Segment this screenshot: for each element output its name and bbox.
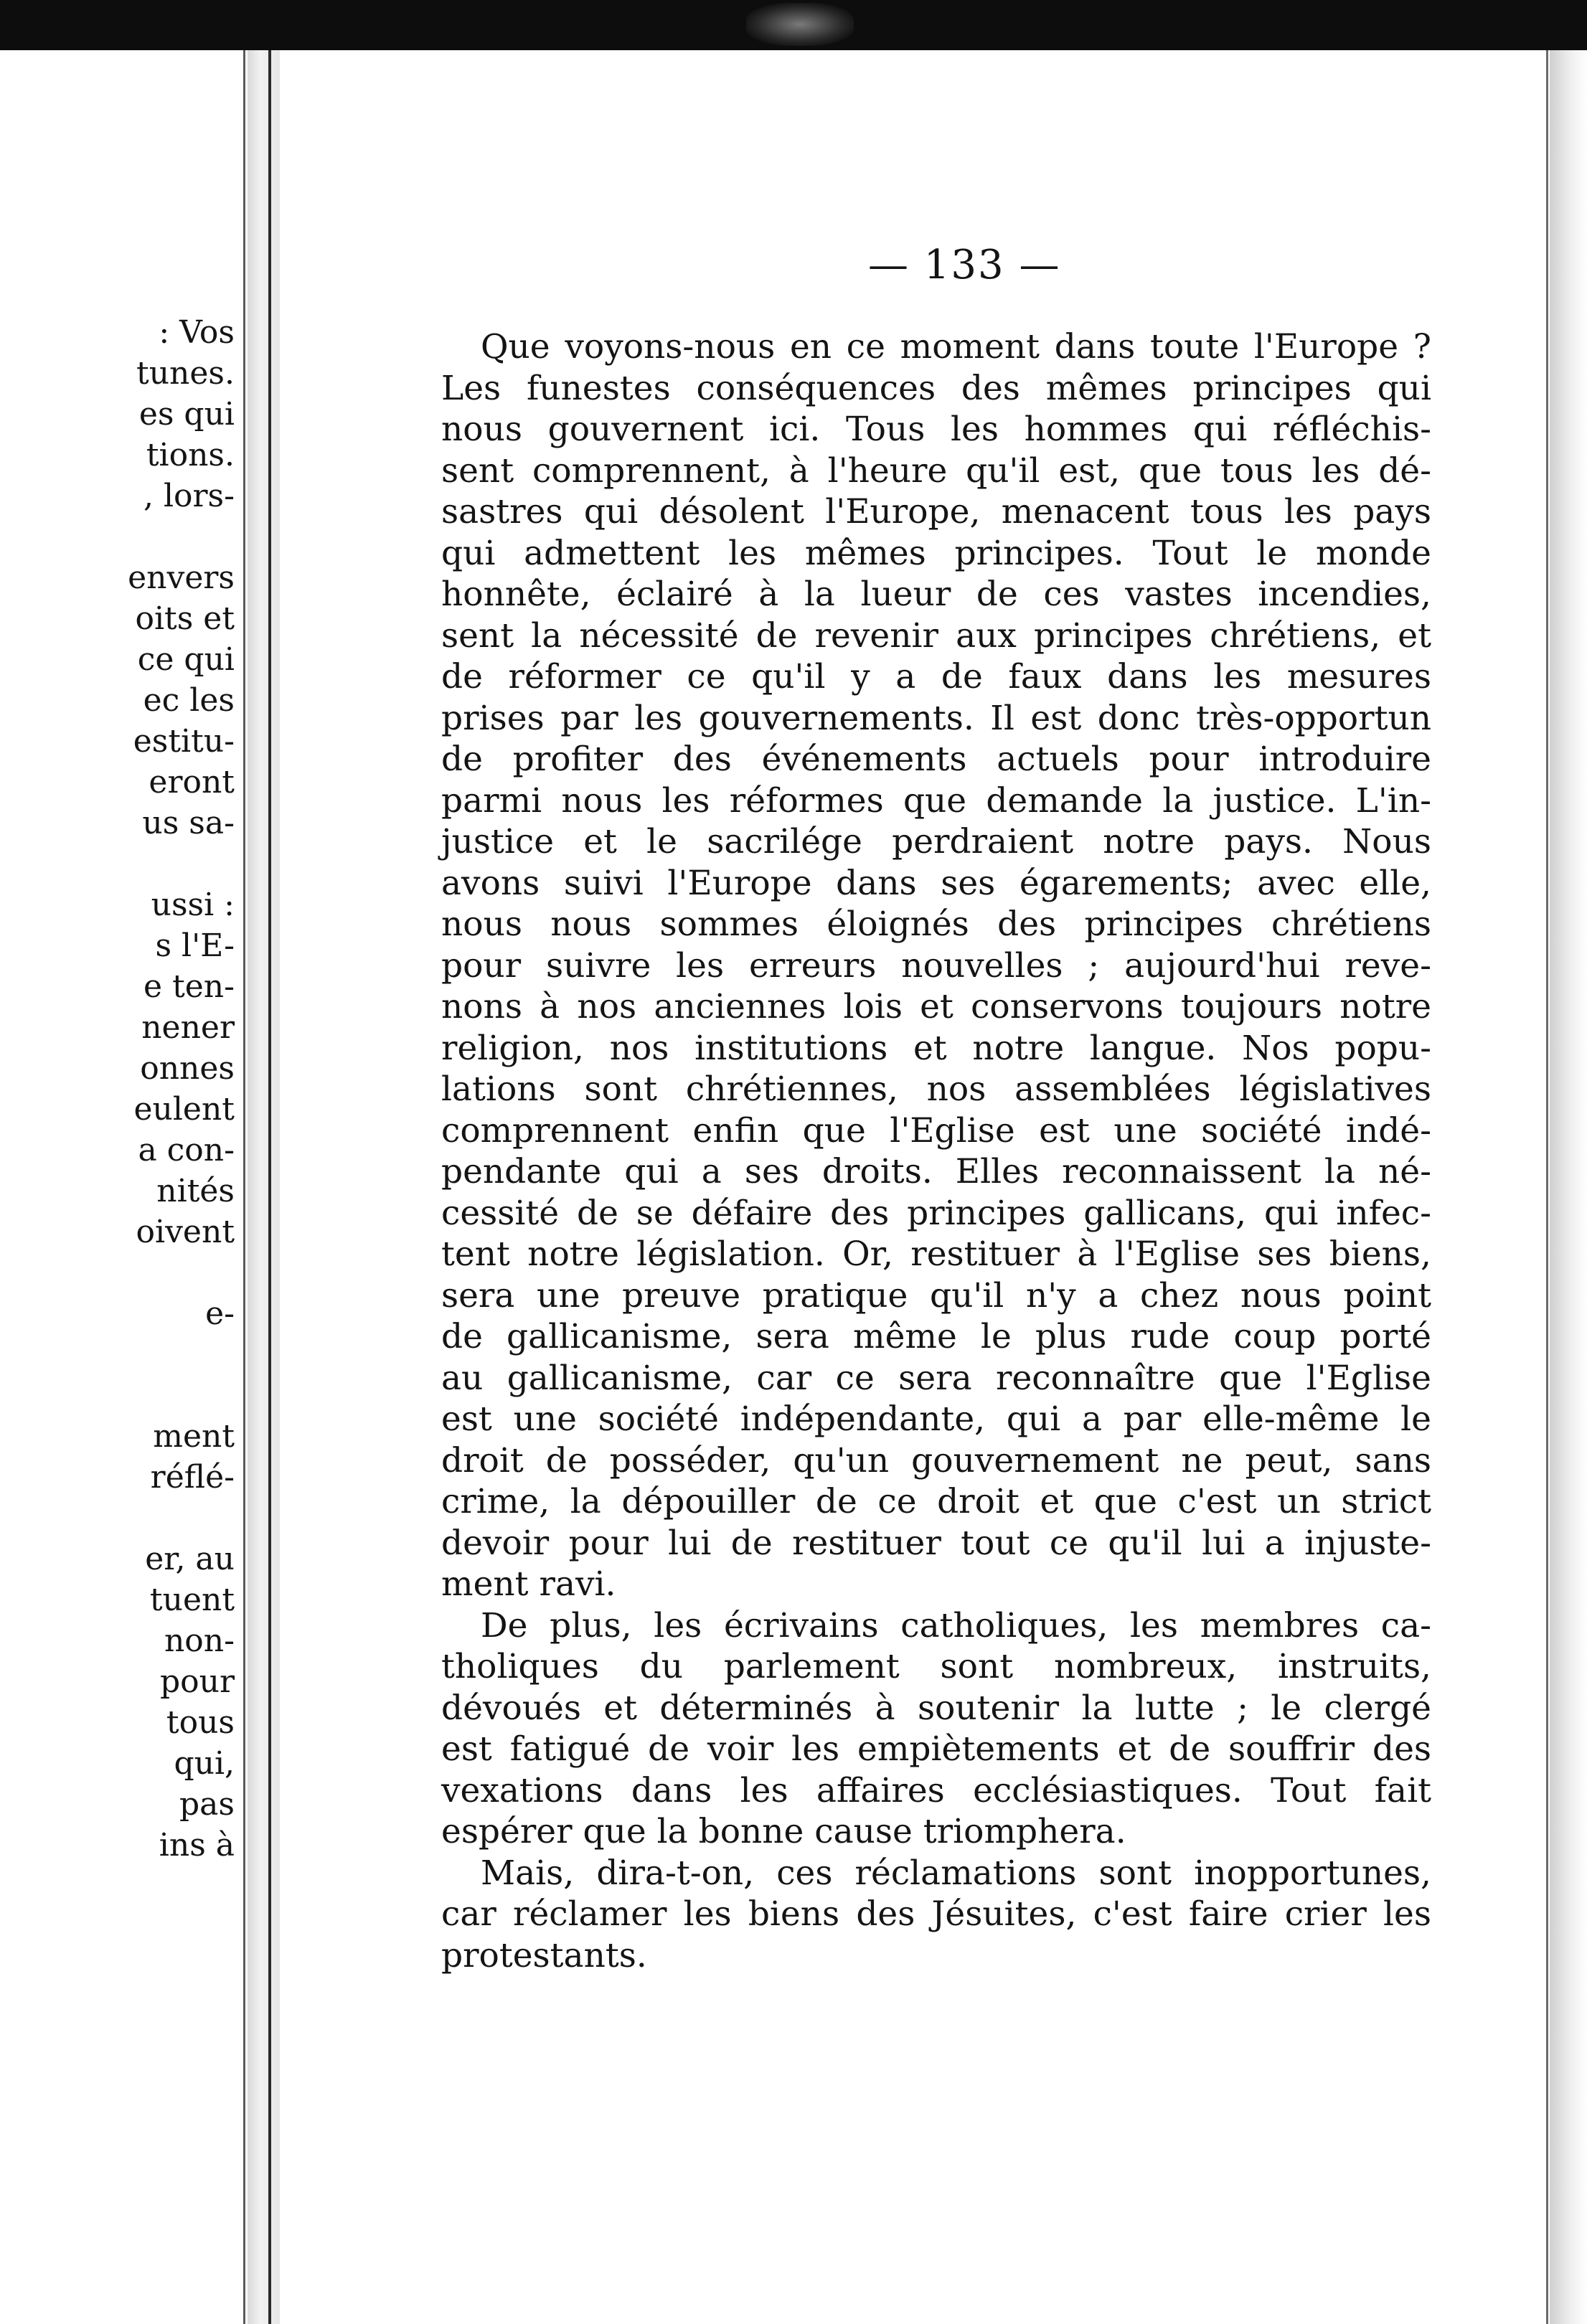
text-line: crime, la dépouiller de ce droit et que c'est un strict <box>441 1482 1431 1521</box>
left-page-line: non- <box>164 1622 235 1659</box>
left-page-line: tions. <box>146 437 235 473</box>
left-page-line <box>5 1375 235 1416</box>
left-page-line: tous <box>166 1704 235 1741</box>
left-page-line: tunes. <box>136 355 235 392</box>
left-page-line <box>5 1252 235 1293</box>
left-page-line: s l'E- <box>155 927 235 964</box>
text-line: prises par les gouvernements. Il est donc très-opportun <box>441 698 1431 738</box>
left-page-line: ussi : <box>151 887 235 923</box>
text-line: devoir pour lui de restituer tout ce qu'il lui a injuste- <box>441 1523 1431 1563</box>
left-page-text <box>5 312 235 1866</box>
text-line: de profiter des événements actuels pour introduire <box>441 740 1431 779</box>
gutter-fold <box>248 50 280 2324</box>
gutter-line <box>268 50 271 2324</box>
text-line: Que voyons-nous en ce moment dans toute l'Europe ? <box>481 327 1431 367</box>
page-number: — 133 — <box>868 242 1061 288</box>
text-line: Mais, dira-t-on, ces réclamations sont inopportunes, <box>481 1853 1431 1893</box>
text-line: droit de posséder, qu'un gouvernement ne peut, sans <box>441 1440 1431 1480</box>
text-line: vexations dans les affaires ecclésiastiques. Tout fait <box>441 1770 1431 1810</box>
scan-clip-mark <box>746 3 854 46</box>
text-line: protestants. <box>441 1935 647 1975</box>
text-line: de gallicanisme, sera même le plus rude coup porté <box>441 1317 1431 1356</box>
right-page-edge <box>1546 50 1548 2324</box>
left-page-line: onnes <box>140 1050 235 1087</box>
text-line: avons suivi l'Europe dans ses égarements; avec elle, <box>441 863 1431 903</box>
text-line: qui admettent les mêmes principes. Tout le monde <box>441 533 1431 573</box>
text-line: de réformer ce qu'il y a de faux dans les mesures <box>441 657 1431 696</box>
left-page-line: e- <box>205 1295 235 1332</box>
left-page-line: a con- <box>138 1132 235 1168</box>
left-page-line: : Vos <box>159 314 235 351</box>
text-line: ment ravi. <box>441 1564 616 1604</box>
text-line: De plus, les écrivains catholiques, les membres ca- <box>481 1605 1431 1645</box>
text-line: comprennent enfin que l'Eglise est une société indé- <box>441 1110 1431 1151</box>
text-line: car réclamer les biens des Jésuites, c'est faire crier les <box>441 1894 1431 1934</box>
left-page-line <box>5 844 235 884</box>
text-line: nous nous sommes éloignés des principes chrétiens <box>441 904 1431 944</box>
text-line: sent la nécessité de revenir aux principes chrétiens, et <box>441 615 1431 656</box>
text-line: Les funestes conséquences des mêmes principes qui <box>441 368 1431 408</box>
left-page-line <box>5 1498 235 1539</box>
left-page-line: envers <box>128 559 235 596</box>
scan-top-band <box>0 0 1587 50</box>
body-text <box>441 326 1431 1976</box>
text-line: tholiques du parlement sont nombreux, instruits, <box>441 1647 1431 1686</box>
text-line: religion, nos institutions et notre langue. Nos popu- <box>441 1028 1431 1068</box>
text-line: sent comprennent, à l'heure qu'il est, que tous les dé- <box>441 450 1431 491</box>
left-page <box>0 50 248 2324</box>
left-page-line: pas <box>179 1786 235 1823</box>
left-page-line <box>5 1334 235 1375</box>
text-line: espérer que la bonne cause triomphera. <box>441 1812 1126 1851</box>
left-page-line: ins à <box>159 1827 235 1864</box>
text-line: tent notre législation. Or, restituer à l'Eglise ses biens, <box>441 1234 1431 1274</box>
left-page-line: ment <box>153 1418 235 1455</box>
text-line: sera une preuve pratique qu'il n'y a chez nous point <box>441 1275 1431 1315</box>
text-line: pendante qui a ses droits. Elles reconnaissent la né- <box>441 1152 1431 1191</box>
book-spread <box>0 50 1587 2324</box>
left-page-line: tuent <box>149 1582 235 1618</box>
text-line: nous gouvernent ici. Tous les hommes qui réfléchis- <box>441 410 1431 449</box>
text-line: honnête, éclairé à la lueur de ces vastes incendies, <box>441 575 1431 614</box>
left-page-line: es qui <box>138 396 235 433</box>
left-page-line: qui, <box>174 1745 235 1782</box>
left-page-line: pour <box>159 1663 235 1700</box>
text-line: parmi nous les réformes que demande la justice. L'in- <box>441 780 1431 821</box>
text-line: lations sont chrétiennes, nos assemblées législatives <box>441 1069 1431 1109</box>
text-line: justice et le sacrilége perdraient notre pays. Nous <box>441 822 1431 861</box>
right-page-margin <box>1550 50 1587 2324</box>
left-page-line: e ten- <box>143 968 235 1005</box>
text-line: au gallicanisme, car ce sera reconnaître que l'Eglise <box>441 1358 1431 1398</box>
text-line: dévoués et déterminés à soutenir la lutte ; le clergé <box>441 1688 1431 1728</box>
left-page-line: , lors- <box>143 478 235 514</box>
left-page-line: nités <box>156 1173 235 1209</box>
left-page-line: oivent <box>136 1214 235 1250</box>
left-page-line: us sa- <box>142 805 235 841</box>
left-page-line: er, au <box>145 1541 235 1577</box>
text-line: cessité de se défaire des principes gallicans, qui infec- <box>441 1193 1431 1233</box>
left-page-line: réflé- <box>150 1459 235 1496</box>
text-line: est une société indépendante, qui a par elle-même le <box>441 1399 1431 1439</box>
left-page-line: eront <box>149 764 235 800</box>
text-line: pour suivre les erreurs nouvelles ; aujourd'hui reve- <box>441 945 1431 986</box>
text-line: nons à nos anciennes lois et conservons toujours notre <box>441 987 1431 1026</box>
left-page-line: ec les <box>143 682 235 719</box>
text-line: est fatigué de voir les empiètements et de souffrir des <box>441 1729 1431 1769</box>
left-page-line: eulent <box>133 1091 235 1128</box>
left-page-line: ce qui <box>137 641 235 678</box>
left-page-line: estitu- <box>133 723 235 760</box>
left-page-edge <box>243 50 245 2324</box>
text-line: sastres qui désolent l'Europe, menacent tous les pays <box>441 492 1431 532</box>
left-page-line: oits et <box>135 600 235 637</box>
left-page-line <box>5 516 235 557</box>
left-page-line: nener <box>141 1009 235 1046</box>
